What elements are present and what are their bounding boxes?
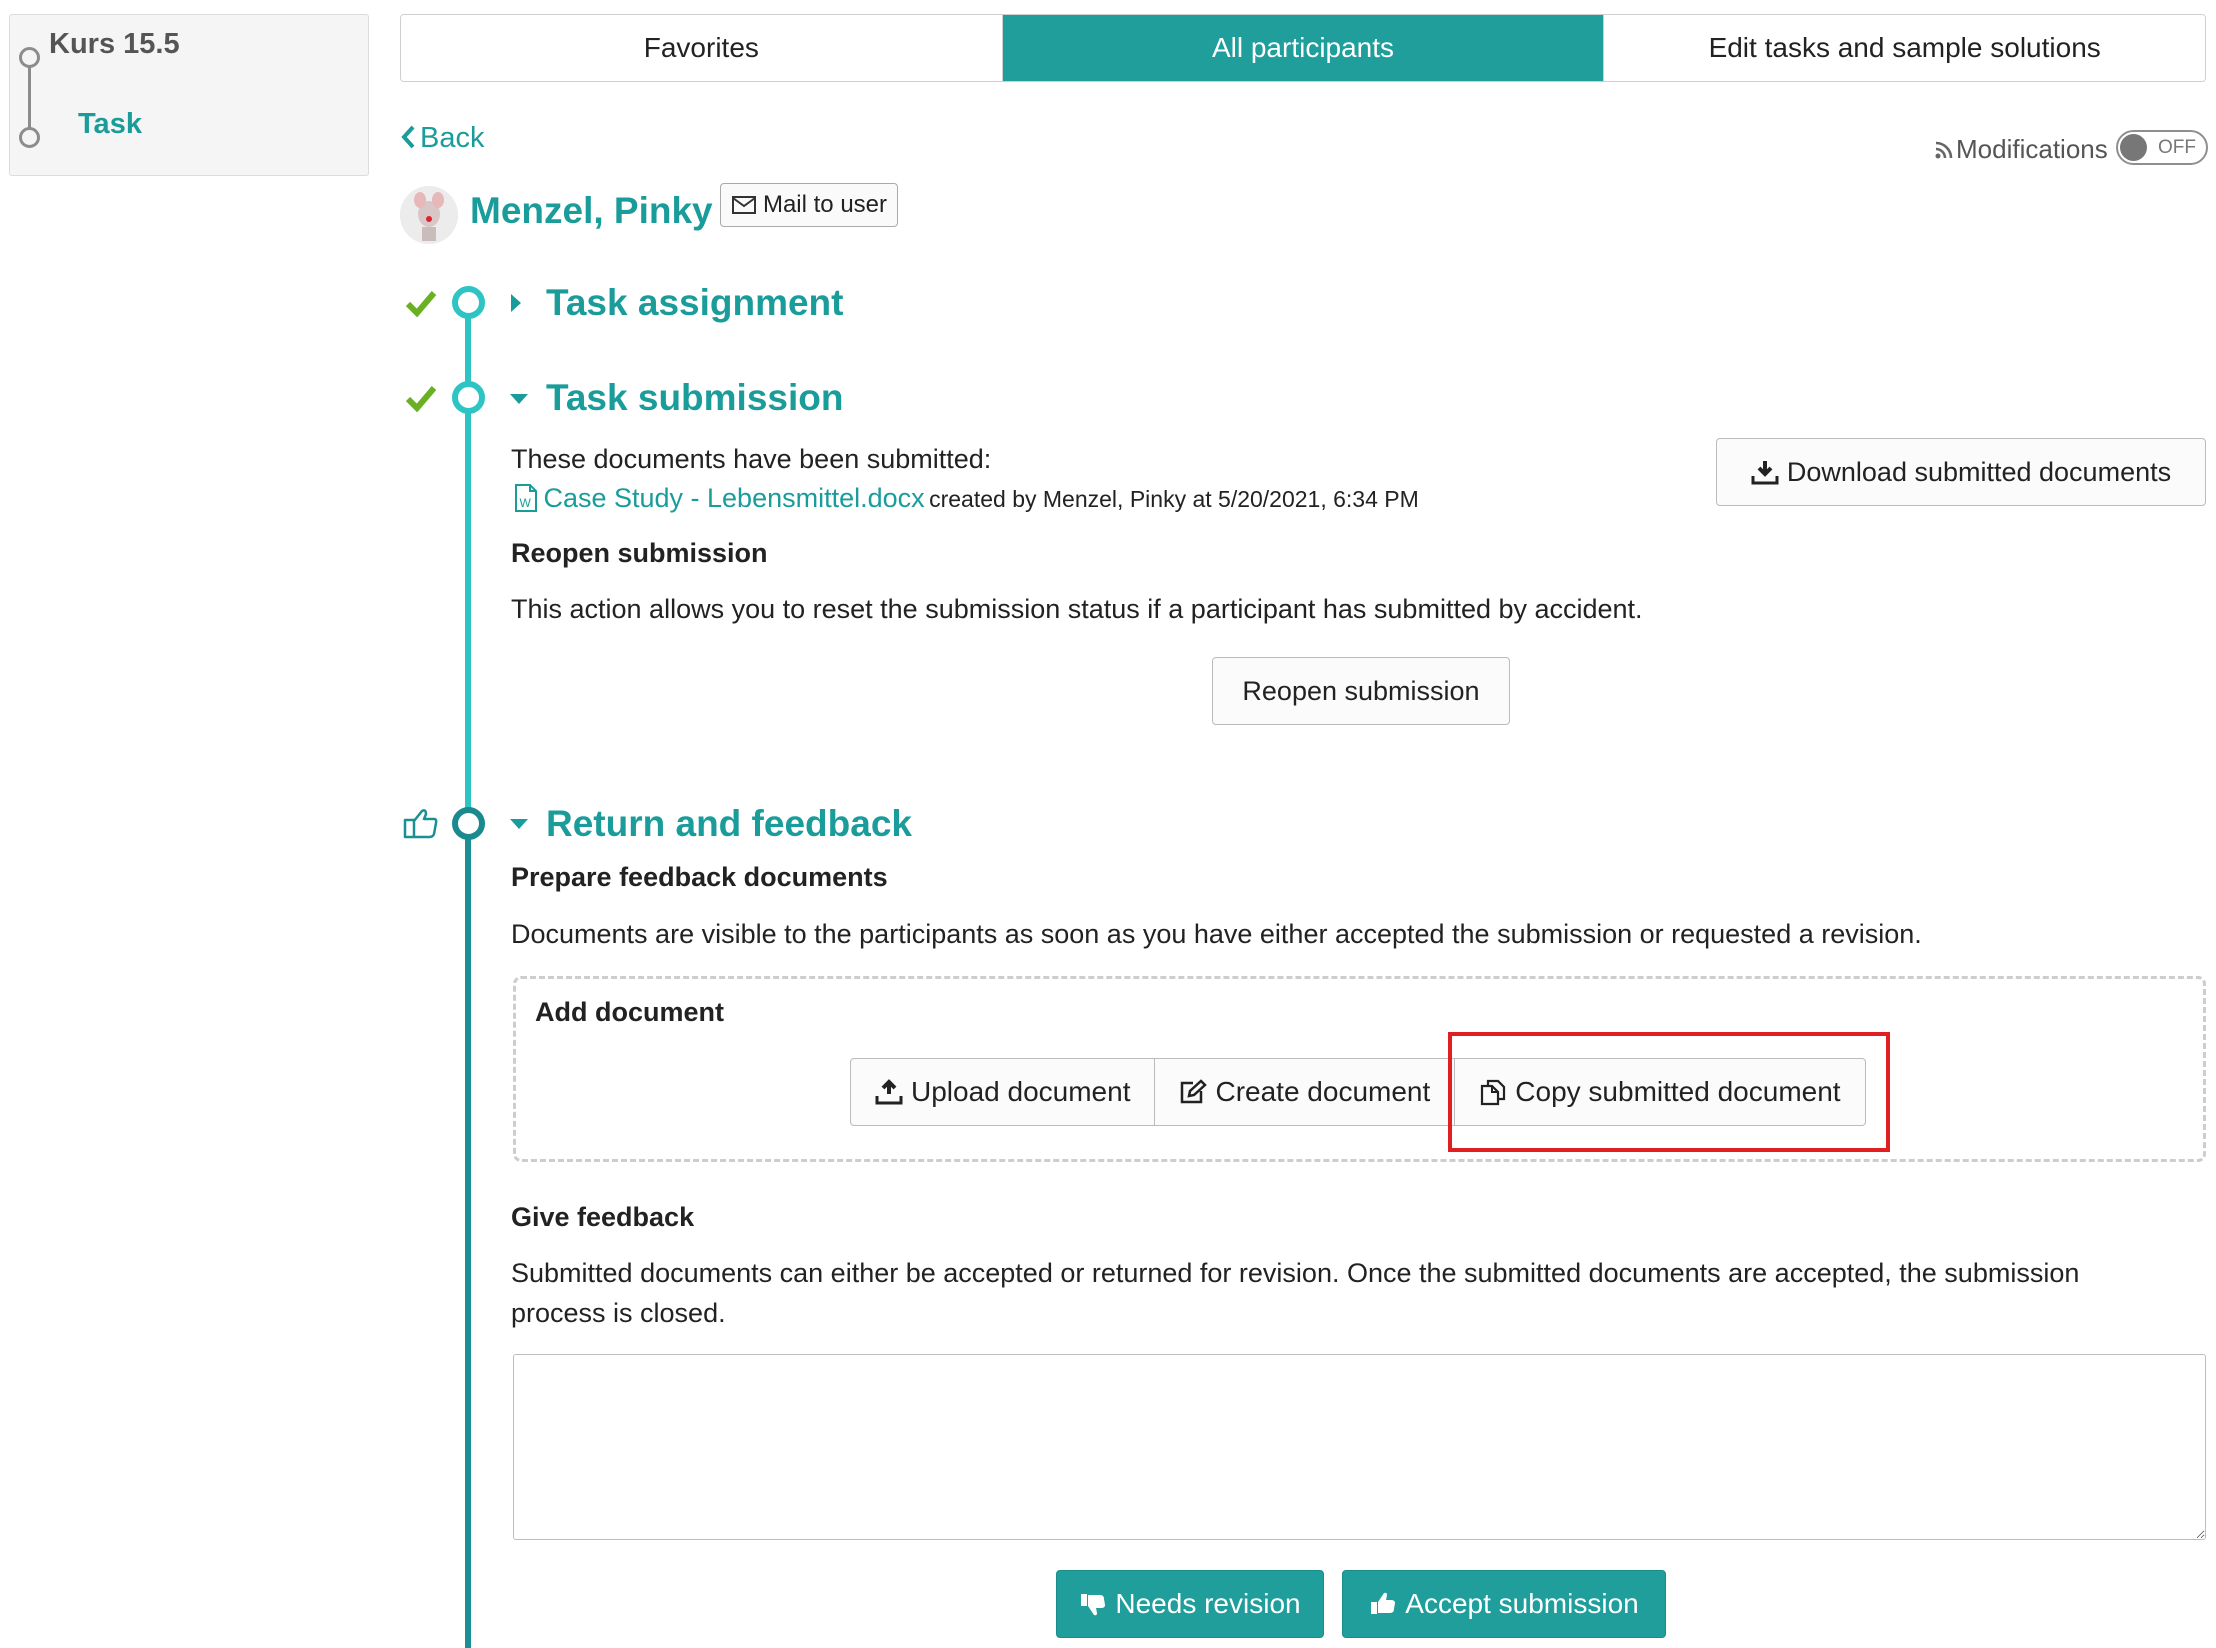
give-feedback-heading: Give feedback xyxy=(511,1202,695,1232)
download-submitted-documents-button[interactable] xyxy=(1716,438,2206,506)
check-icon xyxy=(405,289,437,317)
tree-item-task[interactable]: Task xyxy=(78,108,142,140)
submitted-file-row xyxy=(513,483,1419,514)
modifications-label xyxy=(1934,134,2108,165)
accept-submission-label: Accept submission xyxy=(1405,1588,1639,1619)
timeline-segment-done xyxy=(465,300,471,810)
tree-node-root-icon xyxy=(19,47,40,68)
prepare-feedback-description: Documents are visible to the participants as soon as you have either accepted the submission or requested a revision. xyxy=(511,919,1922,949)
tree-connector xyxy=(28,57,31,137)
caret-down-icon[interactable] xyxy=(508,392,530,406)
step-task-assignment-title[interactable]: Task assignment xyxy=(546,282,844,323)
timeline-node-assignment xyxy=(452,286,485,319)
timeline-node-submission xyxy=(452,381,485,414)
check-icon xyxy=(405,384,437,412)
timeline-node-feedback xyxy=(452,807,485,840)
mail-to-user-label: Mail to user xyxy=(762,191,888,218)
reopen-submission-description: This action allows you to reset the submission status if a participant has submitted by accident. xyxy=(511,594,1643,624)
upload-document-label: Upload document xyxy=(911,1076,1131,1107)
caret-right-icon[interactable] xyxy=(509,292,523,314)
tab-favorites[interactable]: Favorites xyxy=(401,15,1003,81)
needs-revision-label: Needs revision xyxy=(1115,1588,1301,1619)
highlight-box xyxy=(1448,1032,1890,1152)
copy-submitted-document-label: Copy submitted document xyxy=(1515,1076,1841,1107)
timeline-segment-current xyxy=(465,810,471,1648)
download-icon xyxy=(1751,459,1779,485)
mail-to-user-button[interactable] xyxy=(720,183,898,227)
upload-document-button[interactable] xyxy=(850,1058,1155,1126)
chevron-left-icon xyxy=(400,124,416,150)
modifications-text: Modifications xyxy=(1956,134,2108,164)
submitted-documents-intro: These documents have been submitted: xyxy=(511,444,992,474)
toggle-state: OFF xyxy=(2158,137,2196,158)
step-return-feedback-title[interactable]: Return and feedback xyxy=(546,803,912,844)
download-submitted-documents-label: Download submitted documents xyxy=(1786,456,2172,487)
submitted-file-meta: created by Menzel, Pinky at 5/20/2021, 6:34 PM xyxy=(929,486,1419,512)
back-link[interactable] xyxy=(400,122,484,155)
rss-icon xyxy=(1934,140,1954,160)
tab-bar xyxy=(400,14,2206,82)
envelope-icon xyxy=(731,195,757,215)
accept-submission-button[interactable] xyxy=(1342,1570,1666,1638)
reopen-submission-heading: Reopen submission xyxy=(511,538,768,568)
step-task-submission-title[interactable]: Task submission xyxy=(546,377,844,418)
create-document-label: Create document xyxy=(1215,1076,1431,1107)
edit-icon xyxy=(1179,1079,1207,1105)
tree-item-course[interactable]: Kurs 15.5 xyxy=(49,28,180,60)
pointing-hand-icon xyxy=(402,806,438,840)
toggle-knob xyxy=(2120,134,2147,161)
reopen-submission-button[interactable]: Reopen submission xyxy=(1212,657,1510,725)
caret-down-icon[interactable] xyxy=(508,817,530,831)
tree-node-task-icon xyxy=(19,127,40,148)
modifications-toggle[interactable] xyxy=(2116,130,2208,165)
svg-text:W: W xyxy=(519,496,531,510)
create-document-button[interactable] xyxy=(1155,1058,1455,1126)
add-document-heading: Add document xyxy=(535,997,724,1027)
avatar xyxy=(400,186,458,244)
feedback-textarea[interactable] xyxy=(513,1354,2206,1540)
upload-icon xyxy=(875,1079,903,1105)
user-name: Menzel, Pinky xyxy=(470,190,713,231)
needs-revision-button[interactable] xyxy=(1056,1570,1324,1638)
tab-all-participants[interactable]: All participants xyxy=(1003,15,1605,81)
tab-edit-tasks[interactable]: Edit tasks and sample solutions xyxy=(1604,15,2205,81)
give-feedback-description-line2: process is closed. xyxy=(511,1298,726,1328)
word-file-icon xyxy=(513,483,539,513)
give-feedback-description-line1: Submitted documents can either be accepted or returned for revision. Once the submitted documents are accepted, the submission xyxy=(511,1258,2080,1288)
prepare-feedback-heading: Prepare feedback documents xyxy=(511,862,888,892)
submitted-file-link[interactable]: Case Study - Lebensmittel.docx xyxy=(543,483,925,513)
thumbs-down-icon xyxy=(1079,1591,1107,1617)
back-label: Back xyxy=(420,122,485,154)
thumbs-up-icon xyxy=(1369,1591,1397,1617)
